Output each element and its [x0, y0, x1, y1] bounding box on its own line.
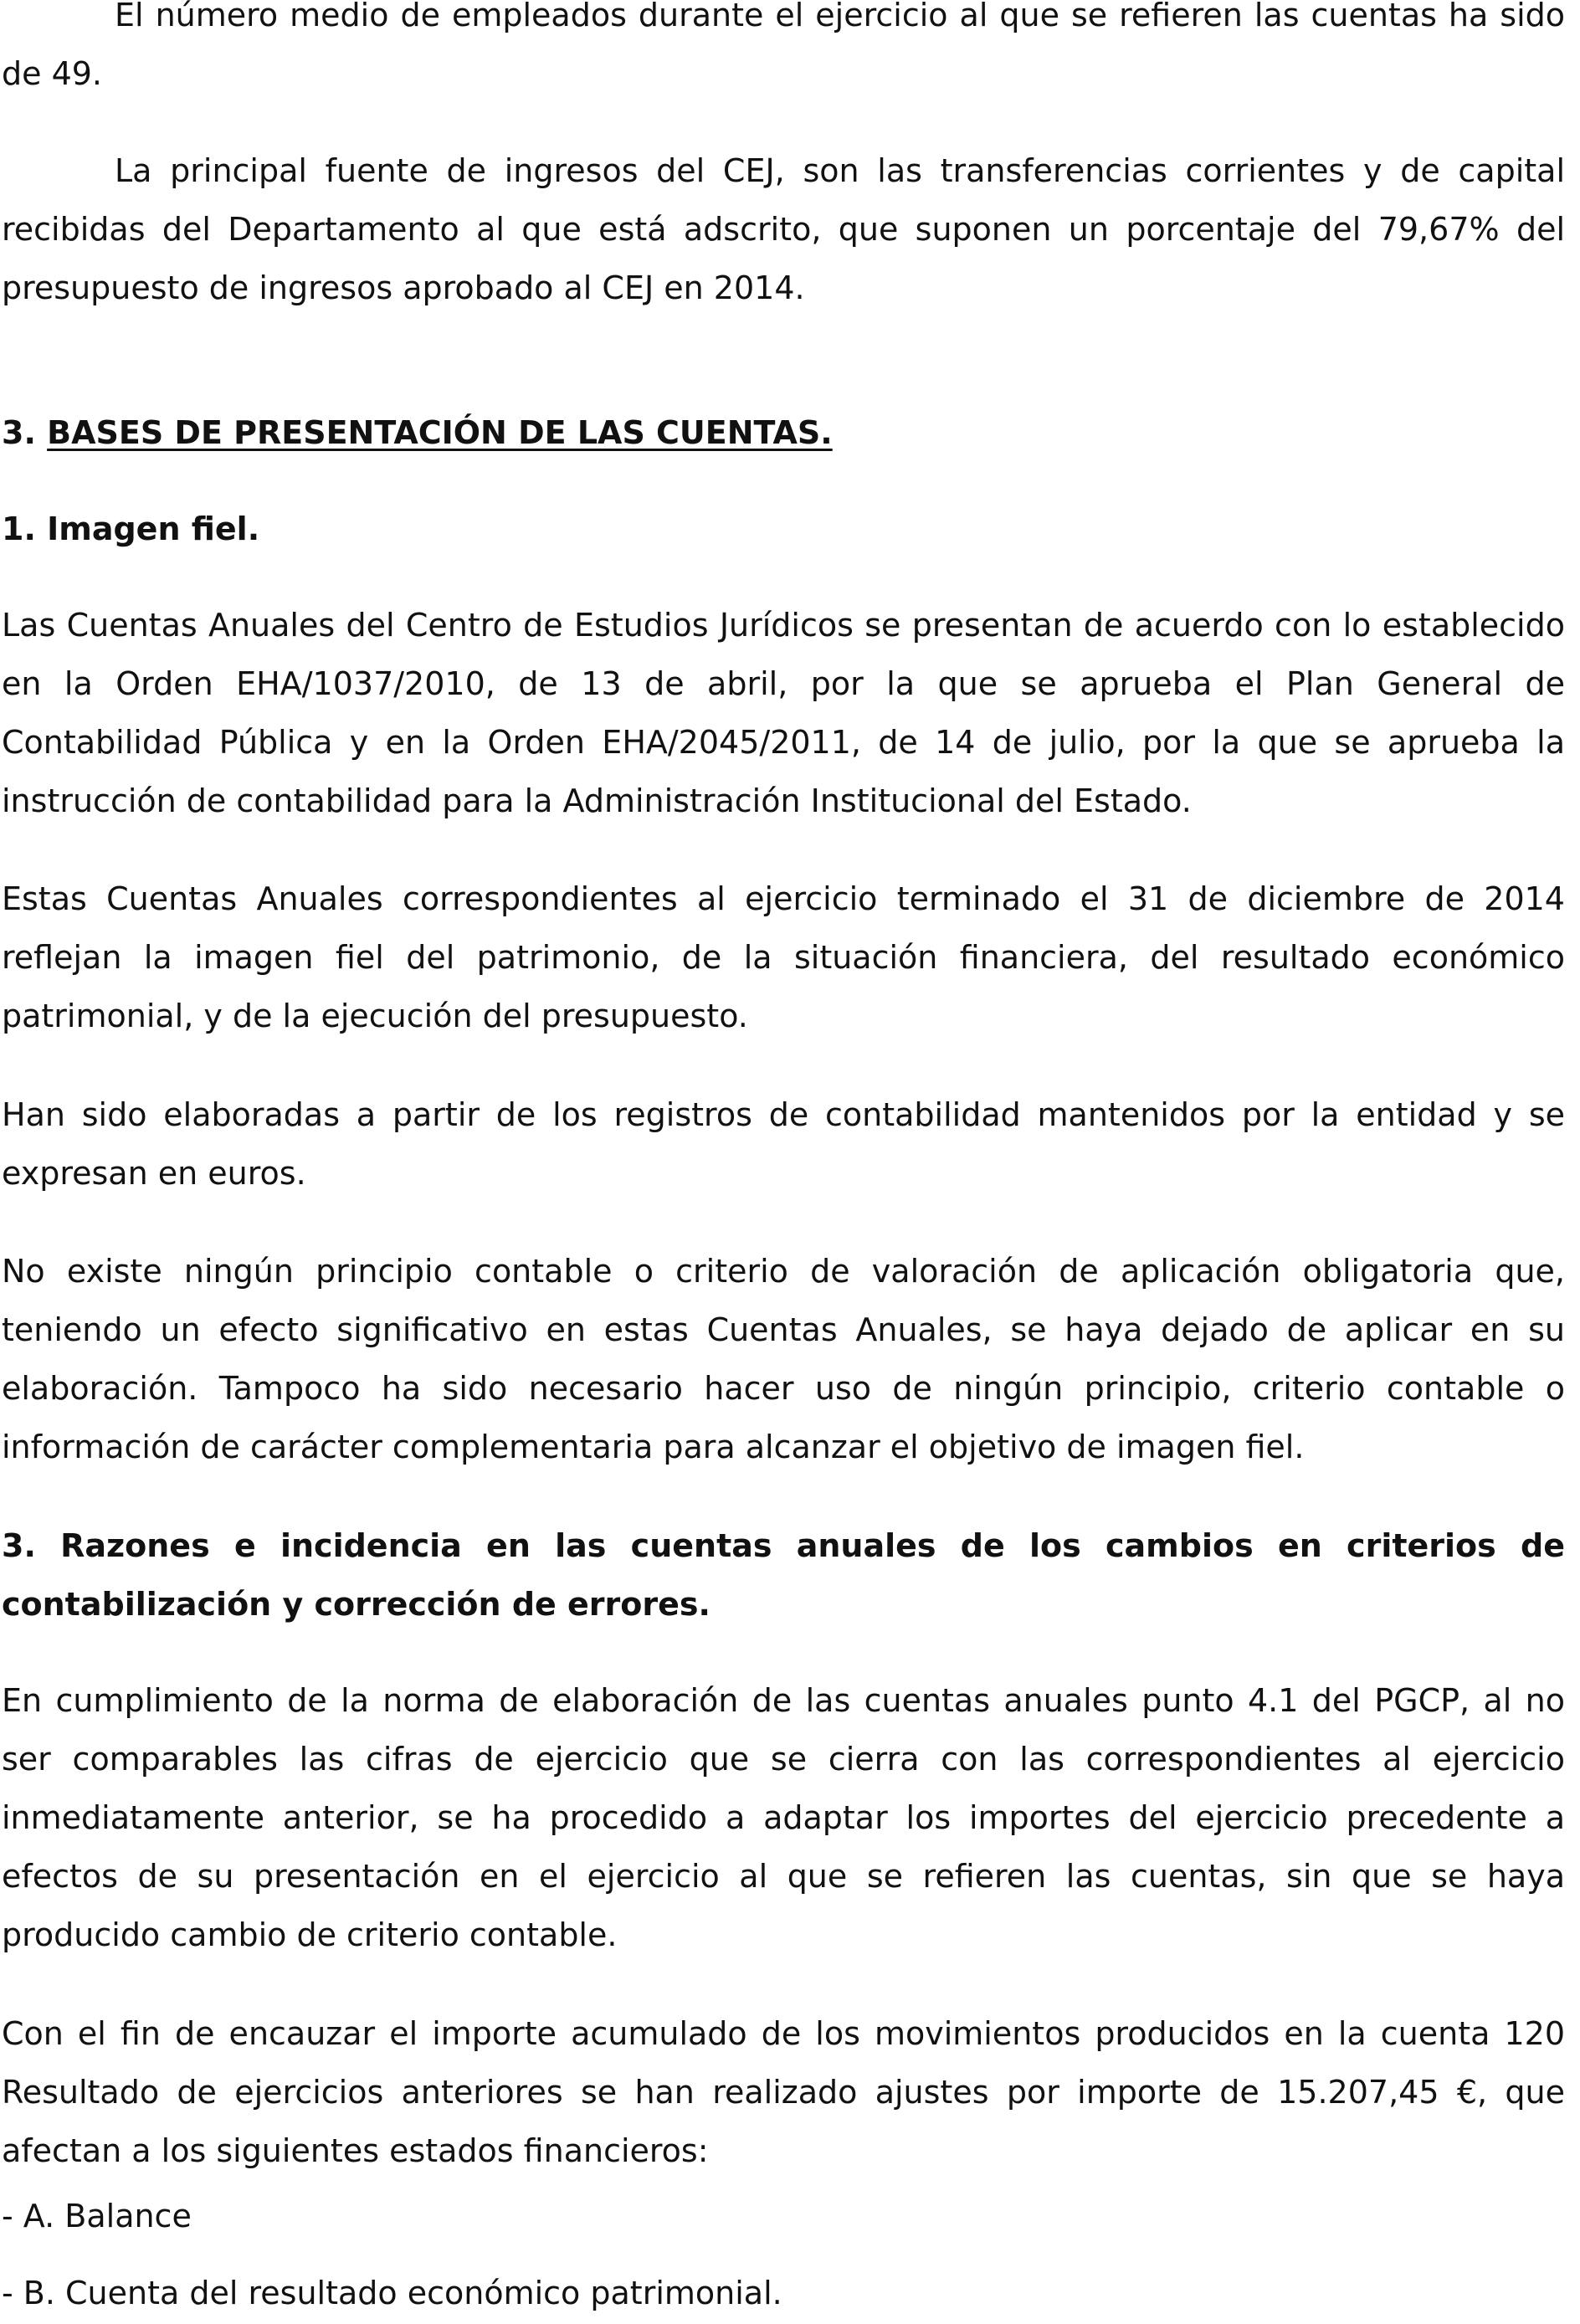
paragraph-cuentas-anuales: Las Cuentas Anuales del Centro de Estudios Jurídicos se presentan de acuerdo con lo establecido en la Orden EHA/1037/2010, de 13 de abril, por la que se aprueba el Plan General de Contabilidad Pública y en la Orden EHA/2045/2011, de 14 de julio, por la que se aprueba la instrucción de contabilidad para la Administración Institucional del Estado. [2, 607, 1565, 819]
section-number: 3. [2, 414, 36, 451]
paragraph-income-source: La principal fuente de ingresos del CEJ, son las transferencias corrientes y de capital recibidas del Departamento al que está adscrito, que suponen un porcentaje del 79,67% del presupuesto de ingresos aprobado al CEJ en 2014. [2, 152, 1565, 306]
paragraph-employees: El número medio de empleados durante el ejercicio al que se refieren las cuentas ha sido de 49. [2, 0, 1565, 92]
paragraph-registros: Han sido elaboradas a partir de los registros de contabilidad mantenidos por la entidad y se expresan en euros. [2, 1096, 1565, 1192]
section-heading [2, 403, 1565, 462]
paragraph-imagen-fiel: Estas Cuentas Anuales correspondientes al ejercicio terminado el 31 de diciembre de 2014 reflejan la imagen fiel del patrimonio, de la situación financiera, del resultado económico patrimonial, y de la ejecución del presupuesto. [2, 880, 1565, 1034]
subsection-heading-razones: 3. Razones e incidencia en las cuentas anuales de los cambios en criterios de contabilización y corrección de errores. [2, 1527, 1565, 1623]
subsection-heading-imagen-fiel: 1. Imagen fiel. [2, 510, 260, 547]
paragraph-cumplimiento: En cumplimiento de la norma de elaboración de las cuentas anuales punto 4.1 del PGCP, al no ser comparables las cifras de ejercicio que se cierra con las correspondientes al ejercicio inmediatamente anterior, se ha procedido a adaptar los importes del ejercicio precedente a efectos de su presentación en el ejercicio al que se refieren las cuentas, sin que se haya producido cambio de criterio contable. [2, 1682, 1565, 1953]
list-item-balance: - A. Balance [2, 2198, 192, 2234]
paragraph-principios: No existe ningún principio contable o criterio de valoración de aplicación obligatoria que, teniendo un efecto significativo en estas Cuentas Anuales, se haya dejado de aplicar en su elaboración. Tampoco ha sido necesario hacer uso de ningún principio, criterio contable o información de carácter complementaria para alcanzar el objetivo de imagen fiel. [2, 1253, 1565, 1465]
paragraph-ajustes: Con el fin de encauzar el importe acumulado de los movimientos producidos en la cuenta 120 Resultado de ejercicios anteriores se han realizado ajustes por importe de 15.207,45 €, que afectan a los siguientes estados financieros: [2, 2015, 1565, 2169]
list-item-resultado: - B. Cuenta del resultado económico patrimonial. [2, 2275, 782, 2311]
section-title: BASES DE PRESENTACIÓN DE LAS CUENTAS. [47, 414, 833, 451]
